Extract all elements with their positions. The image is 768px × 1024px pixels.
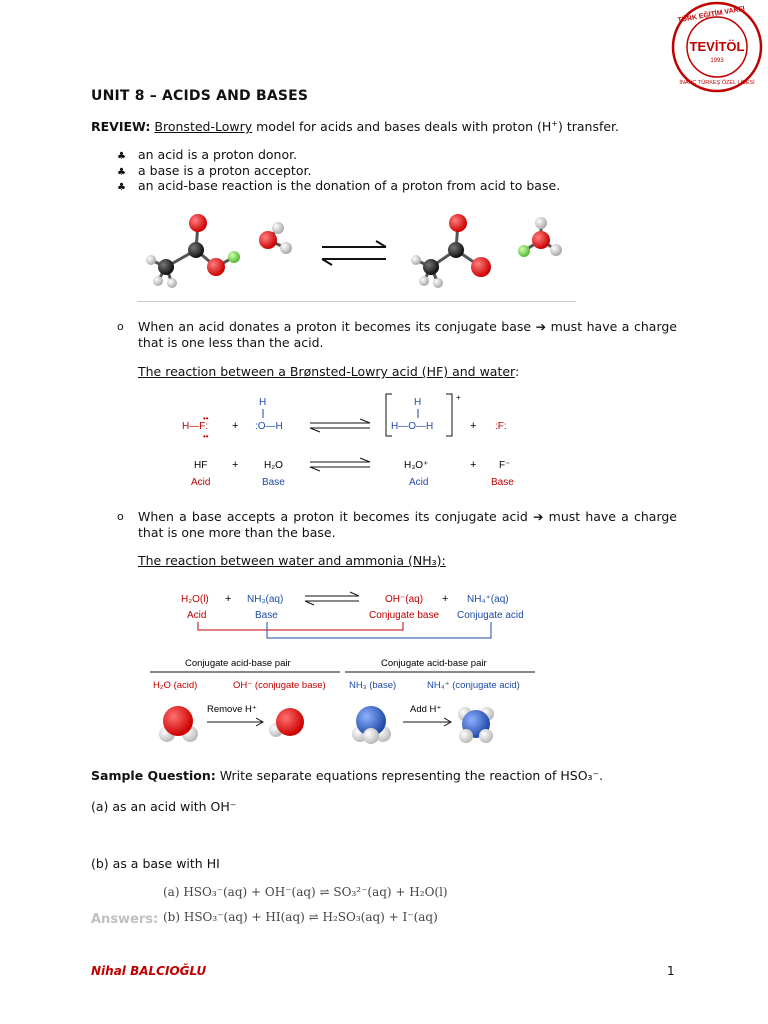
remove-proton-label: Remove H⁺ [207, 704, 257, 715]
answer-a [163, 884, 448, 899]
review-line [91, 119, 619, 134]
formula-label: OH⁻(aq) [385, 594, 424, 605]
svg-text::O—H: :O—H [255, 421, 283, 432]
svg-text:••: •• [203, 414, 209, 423]
formula-label: HF [194, 460, 208, 471]
club-bullet-icon: ♣ [117, 182, 126, 193]
role-label: Conjugate base [369, 610, 440, 621]
role-acid: Acid [191, 477, 211, 488]
pair-title: Conjugate acid-base pair [381, 658, 487, 669]
bullet-text: an acid is a proton donor. [138, 147, 298, 162]
svg-text:H—F:: H—F: [182, 421, 209, 432]
school-logo [670, 0, 764, 94]
svg-text:1993: 1993 [710, 58, 724, 64]
pair-member: OH⁻ (conjugate base) [233, 680, 326, 691]
formula-label: NH₄⁺(aq) [467, 594, 509, 605]
review-text-b: ) transfer. [557, 119, 620, 135]
model-name: Bronsted-Lowry [154, 119, 253, 135]
reaction1-caption: The reaction between a Brønsted-Lowry acid (HF) and water: [138, 364, 520, 379]
definition-list [117, 147, 560, 194]
review-label: REVIEW: [91, 119, 151, 135]
plus-sign: + [470, 459, 477, 471]
acetic-acid-water-molecules-image [136, 205, 576, 305]
svg-text:••: •• [203, 432, 209, 441]
svg-text::F:: :F: [495, 421, 507, 432]
svg-text:TÜRK EĞİTİM VAKFI: TÜRK EĞİTİM VAKFI [677, 5, 746, 25]
page-number: 1 [667, 964, 675, 978]
pair-member: NH₄⁺ (conjugate acid) [427, 680, 520, 691]
answer-b-text: (b) HSO₃⁻(aq) + HI(aq) ⇌ H₂SO₃(aq) + I⁻(aq) [163, 910, 438, 924]
formula-label: H₂O(l) [181, 594, 209, 605]
role-base: Base [491, 477, 514, 488]
club-bullet-icon: ♣ [117, 166, 126, 178]
svg-text:+: + [470, 420, 477, 432]
svg-text:H: H [259, 397, 267, 408]
formula-label: H₂O [264, 460, 283, 471]
review-text-a: model for acids and bases deals with proton (H [252, 119, 552, 135]
list-item [117, 163, 560, 179]
role-base: Base [262, 477, 285, 488]
paragraph-base-accepts [117, 509, 677, 540]
paragraph-text: When a base accepts a proton it becomes its conjugate acid ➔ must have a charge that is one more than the base. [138, 509, 677, 540]
circle-bullet-icon: o [117, 320, 124, 333]
answers-label: Answers: [91, 912, 159, 927]
logo-main-text: TEVİTÖL [689, 39, 745, 54]
pair-title: Conjugate acid-base pair [185, 658, 291, 669]
paragraph-text: When an acid donates a proton it becomes its conjugate base ➔ must have a charge that is one less than the acid. [138, 319, 677, 350]
unit-title: UNIT 8 – ACIDS AND BASES [91, 88, 309, 104]
paragraph-acid-donates [117, 319, 677, 350]
plus-sign: + [232, 459, 239, 471]
club-bullet-icon: ♣ [117, 151, 126, 162]
pair-member: H₂O (acid) [153, 680, 198, 691]
sample-question [91, 768, 603, 783]
plus-sign: + [442, 593, 449, 605]
formula-label: H₃O⁺ [404, 460, 429, 471]
answer-a-text: (a) HSO₃⁻(aq) + OH⁻(aq) ⇌ SO₃²⁻(aq) + H₂O(l) [163, 885, 448, 899]
formula-label: NH₃(aq) [247, 594, 284, 605]
bullet-text: a base is a proton acceptor. [138, 162, 312, 178]
proton-charge: + [551, 119, 558, 128]
list-item [117, 178, 560, 194]
svg-text:H—O—H: H—O—H [391, 421, 434, 432]
divider [137, 301, 576, 302]
reaction2-caption: The reaction between water and ammonia (NH₃): [138, 553, 446, 568]
svg-text:H: H [414, 397, 422, 408]
plus-sign: + [225, 593, 232, 605]
author-name: Nihal BALCIOĞLU [91, 964, 207, 978]
formula-label: F⁻ [499, 460, 511, 471]
sample-text: Write separate equations representing the reaction of HSO₃⁻. [215, 768, 604, 783]
sample-label: Sample Question: [91, 768, 216, 783]
role-label: Conjugate acid [457, 610, 524, 621]
caption-text: The reaction between a Brønsted-Lowry acid (HF) and water [138, 364, 515, 379]
svg-text:+: + [232, 420, 239, 432]
water-ammonia-reaction-diagram [145, 584, 545, 754]
hf-water-reaction-diagram [170, 392, 530, 492]
hydronium-charge: + [456, 393, 461, 402]
role-label: Base [255, 610, 278, 621]
role-acid: Acid [409, 477, 429, 488]
pair-member: NH₃ (base) [349, 680, 397, 691]
part-b: (b) as a base with HI [91, 856, 220, 871]
list-item [117, 147, 560, 163]
bullet-text: an acid-base reaction is the donation of a proton from acid to base. [138, 178, 561, 193]
role-label: Acid [187, 610, 207, 621]
part-a: (a) as an acid with OH⁻ [91, 799, 237, 814]
circle-bullet-icon: o [117, 510, 124, 523]
add-proton-label: Add H⁺ [410, 704, 442, 715]
answer-b [163, 909, 438, 924]
svg-text:İNANÇ TÜRKEŞ ÖZEL LİSESİ: İNANÇ TÜRKEŞ ÖZEL LİSESİ [679, 80, 755, 86]
